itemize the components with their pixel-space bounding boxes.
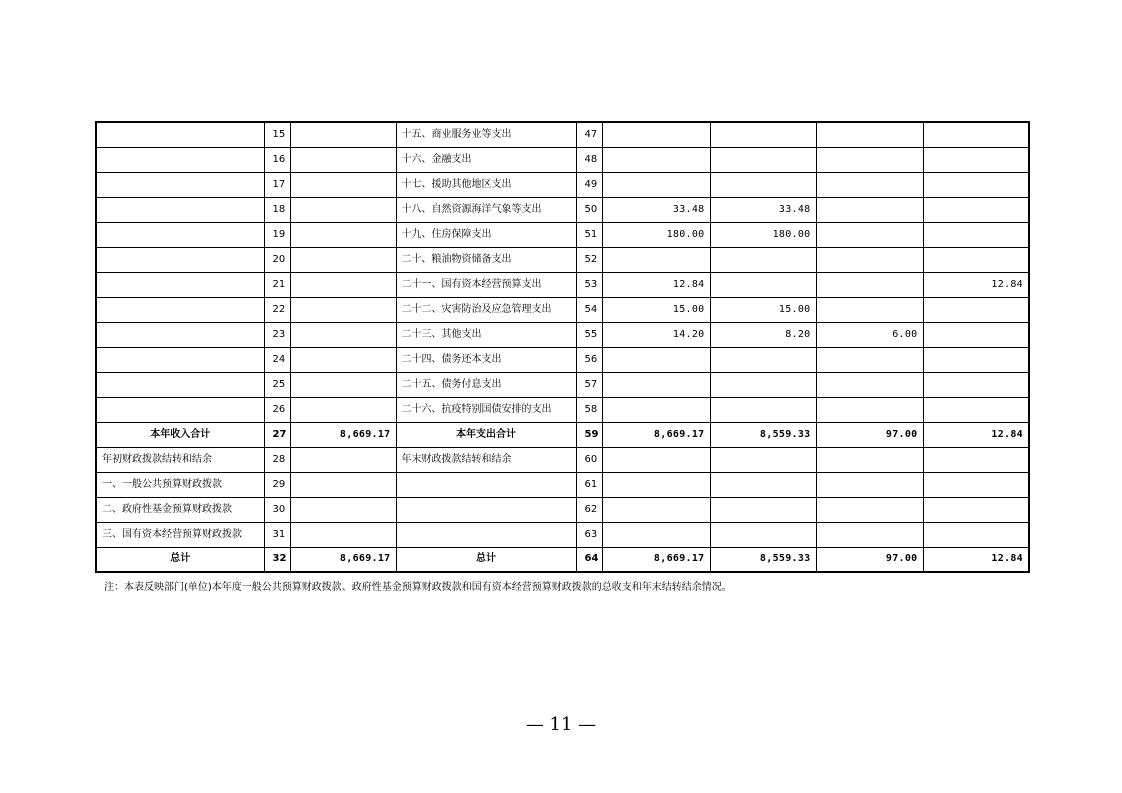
expense-gov-fund-cell: 6.00 [816,322,923,347]
expense-general-budget-cell [710,447,816,472]
expense-item-cell: 十五、商业服务业等支出 [396,122,576,147]
income-amount-cell: 8,669.17 [290,422,396,447]
income-line-number-cell: 21 [264,272,290,297]
income-amount-cell [290,397,396,422]
table-row [96,422,1029,447]
income-amount-cell [290,447,396,472]
income-amount-cell [290,522,396,547]
income-amount-cell [290,172,396,197]
footnote: 注：本表反映部门(单位)本年度一般公共预算财政拨款、政府性基金预算财政拨款和国有资本经营预算财政拨款的总收支和年末结转结余情况。 [104,582,732,593]
expense-gov-fund-cell [816,222,923,247]
table-row [96,147,1029,172]
expense-item-cell: 十六、金融支出 [396,147,576,172]
expense-line-number-cell: 62 [576,497,602,522]
expense-state-capital-cell [923,447,1029,472]
expense-line-number-cell: 60 [576,447,602,472]
income-line-number-cell: 28 [264,447,290,472]
income-amount-cell [290,372,396,397]
expense-total-cell [602,472,710,497]
expense-line-number-cell: 64 [576,547,602,572]
income-item-cell [96,197,264,222]
income-item-cell: 一、一般公共预算财政拨款 [96,472,264,497]
expense-line-number-cell: 50 [576,197,602,222]
expense-gov-fund-cell [816,447,923,472]
expense-general-budget-cell [710,472,816,497]
expense-gov-fund-cell: 97.00 [816,547,923,572]
expense-gov-fund-cell [816,347,923,372]
expense-gov-fund-cell [816,372,923,397]
expense-state-capital-cell [923,322,1029,347]
income-amount-cell [290,472,396,497]
expense-general-budget-cell [710,272,816,297]
expense-gov-fund-cell [816,172,923,197]
expense-state-capital-cell [923,347,1029,372]
expense-item-cell: 二十一、国有资本经营预算支出 [396,272,576,297]
expense-gov-fund-cell [816,122,923,147]
income-item-cell [96,397,264,422]
expense-general-budget-cell [710,147,816,172]
income-line-number-cell: 20 [264,247,290,272]
expense-general-budget-cell [710,372,816,397]
table-row [96,297,1029,322]
table-row [96,172,1029,197]
income-item-cell [96,122,264,147]
expense-line-number-cell: 48 [576,147,602,172]
expense-state-capital-cell [923,247,1029,272]
expense-item-cell [396,472,576,497]
table-row [96,372,1029,397]
table-row [96,472,1029,497]
table-row [96,197,1029,222]
expense-gov-fund-cell [816,247,923,272]
table-row [96,222,1029,247]
expense-item-cell: 二十五、债务付息支出 [396,372,576,397]
income-item-cell [96,372,264,397]
expense-general-budget-cell [710,497,816,522]
expense-item-cell: 本年支出合计 [396,422,576,447]
expense-line-number-cell: 58 [576,397,602,422]
expense-line-number-cell: 52 [576,247,602,272]
income-item-cell [96,322,264,347]
expense-state-capital-cell: 12.84 [923,547,1029,572]
table-row [96,497,1029,522]
expense-state-capital-cell: 12.84 [923,422,1029,447]
income-line-number-cell: 26 [264,397,290,422]
expense-state-capital-cell [923,172,1029,197]
income-line-number-cell: 23 [264,322,290,347]
expense-line-number-cell: 51 [576,222,602,247]
income-item-cell: 三、国有资本经营预算财政拨款 [96,522,264,547]
expense-item-cell: 二十四、债务还本支出 [396,347,576,372]
expense-total-cell [602,522,710,547]
expense-general-budget-cell [710,172,816,197]
income-item-cell [96,247,264,272]
expense-total-cell [602,172,710,197]
expense-gov-fund-cell [816,297,923,322]
table-row [96,447,1029,472]
expense-gov-fund-cell [816,497,923,522]
expense-total-cell [602,447,710,472]
budget-table [95,121,1030,573]
expense-total-cell: 180.00 [602,222,710,247]
income-line-number-cell: 17 [264,172,290,197]
table-row [96,347,1029,372]
expense-general-budget-cell: 8,559.33 [710,547,816,572]
income-line-number-cell: 16 [264,147,290,172]
income-amount-cell [290,347,396,372]
expense-state-capital-cell [923,197,1029,222]
income-amount-cell [290,272,396,297]
income-item-cell [96,347,264,372]
expense-item-cell: 二十、粮油物资储备支出 [396,247,576,272]
expense-state-capital-cell [923,472,1029,497]
expense-state-capital-cell [923,522,1029,547]
income-line-number-cell: 22 [264,297,290,322]
expense-total-cell [602,247,710,272]
expense-general-budget-cell: 180.00 [710,222,816,247]
expense-gov-fund-cell [816,522,923,547]
expense-item-cell: 十九、住房保障支出 [396,222,576,247]
expense-line-number-cell: 47 [576,122,602,147]
table-row [96,547,1029,572]
expense-general-budget-cell: 15.00 [710,297,816,322]
income-line-number-cell: 19 [264,222,290,247]
expense-item-cell: 二十三、其他支出 [396,322,576,347]
expense-total-cell: 33.48 [602,197,710,222]
income-item-cell [96,297,264,322]
expense-total-cell: 8,669.17 [602,547,710,572]
expense-line-number-cell: 54 [576,297,602,322]
expense-general-budget-cell: 8,559.33 [710,422,816,447]
income-item-cell [96,147,264,172]
income-line-number-cell: 18 [264,197,290,222]
expense-line-number-cell: 61 [576,472,602,497]
expense-gov-fund-cell [816,397,923,422]
expense-general-budget-cell [710,122,816,147]
expense-total-cell [602,122,710,147]
table-row [96,247,1029,272]
expense-line-number-cell: 56 [576,347,602,372]
expense-item-cell: 十八、自然资源海洋气象等支出 [396,197,576,222]
expense-general-budget-cell [710,347,816,372]
expense-general-budget-cell [710,397,816,422]
income-item-cell [96,272,264,297]
income-amount-cell [290,497,396,522]
table-row [96,522,1029,547]
expense-item-cell: 十七、援助其他地区支出 [396,172,576,197]
expense-item-cell: 二十六、抗疫特别国债安排的支出 [396,397,576,422]
expense-state-capital-cell [923,122,1029,147]
expense-state-capital-cell [923,222,1029,247]
income-line-number-cell: 15 [264,122,290,147]
table-row [96,322,1029,347]
expense-item-cell: 总计 [396,547,576,572]
expense-state-capital-cell [923,497,1029,522]
income-amount-cell [290,122,396,147]
income-amount-cell [290,247,396,272]
expense-total-cell: 8,669.17 [602,422,710,447]
expense-gov-fund-cell: 97.00 [816,422,923,447]
expense-general-budget-cell [710,247,816,272]
expense-gov-fund-cell [816,472,923,497]
income-item-cell: 本年收入合计 [96,422,264,447]
expense-total-cell [602,497,710,522]
expense-line-number-cell: 55 [576,322,602,347]
income-item-cell [96,222,264,247]
table-row [96,122,1029,147]
expense-item-cell [396,497,576,522]
expense-item-cell [396,522,576,547]
income-amount-cell [290,197,396,222]
table-row [96,272,1029,297]
income-line-number-cell: 30 [264,497,290,522]
income-item-cell [96,172,264,197]
income-line-number-cell: 25 [264,372,290,397]
expense-item-cell: 二十二、灾害防治及应急管理支出 [396,297,576,322]
income-item-cell: 年初财政拨款结转和结余 [96,447,264,472]
expense-total-cell [602,372,710,397]
expense-state-capital-cell [923,147,1029,172]
income-amount-cell [290,297,396,322]
expense-line-number-cell: 63 [576,522,602,547]
table-row [96,397,1029,422]
income-line-number-cell: 29 [264,472,290,497]
income-item-cell: 二、政府性基金预算财政拨款 [96,497,264,522]
income-amount-cell [290,147,396,172]
income-line-number-cell: 27 [264,422,290,447]
expense-state-capital-cell [923,297,1029,322]
expense-state-capital-cell [923,372,1029,397]
income-line-number-cell: 32 [264,547,290,572]
expense-line-number-cell: 53 [576,272,602,297]
expense-gov-fund-cell [816,272,923,297]
expense-general-budget-cell: 8.20 [710,322,816,347]
expense-line-number-cell: 49 [576,172,602,197]
income-item-cell: 总计 [96,547,264,572]
income-line-number-cell: 24 [264,347,290,372]
expense-total-cell [602,347,710,372]
income-amount-cell [290,322,396,347]
page-number: — 11 — [525,714,597,735]
expense-total-cell [602,147,710,172]
expense-line-number-cell: 59 [576,422,602,447]
expense-gov-fund-cell [816,197,923,222]
expense-line-number-cell: 57 [576,372,602,397]
income-line-number-cell: 31 [264,522,290,547]
expense-total-cell: 12.84 [602,272,710,297]
expense-gov-fund-cell [816,147,923,172]
income-amount-cell: 8,669.17 [290,547,396,572]
income-amount-cell [290,222,396,247]
expense-item-cell: 年末财政拨款结转和结余 [396,447,576,472]
expense-state-capital-cell [923,397,1029,422]
expense-general-budget-cell [710,522,816,547]
expense-state-capital-cell: 12.84 [923,272,1029,297]
expense-total-cell [602,397,710,422]
expense-total-cell: 15.00 [602,297,710,322]
expense-general-budget-cell: 33.48 [710,197,816,222]
expense-total-cell: 14.20 [602,322,710,347]
